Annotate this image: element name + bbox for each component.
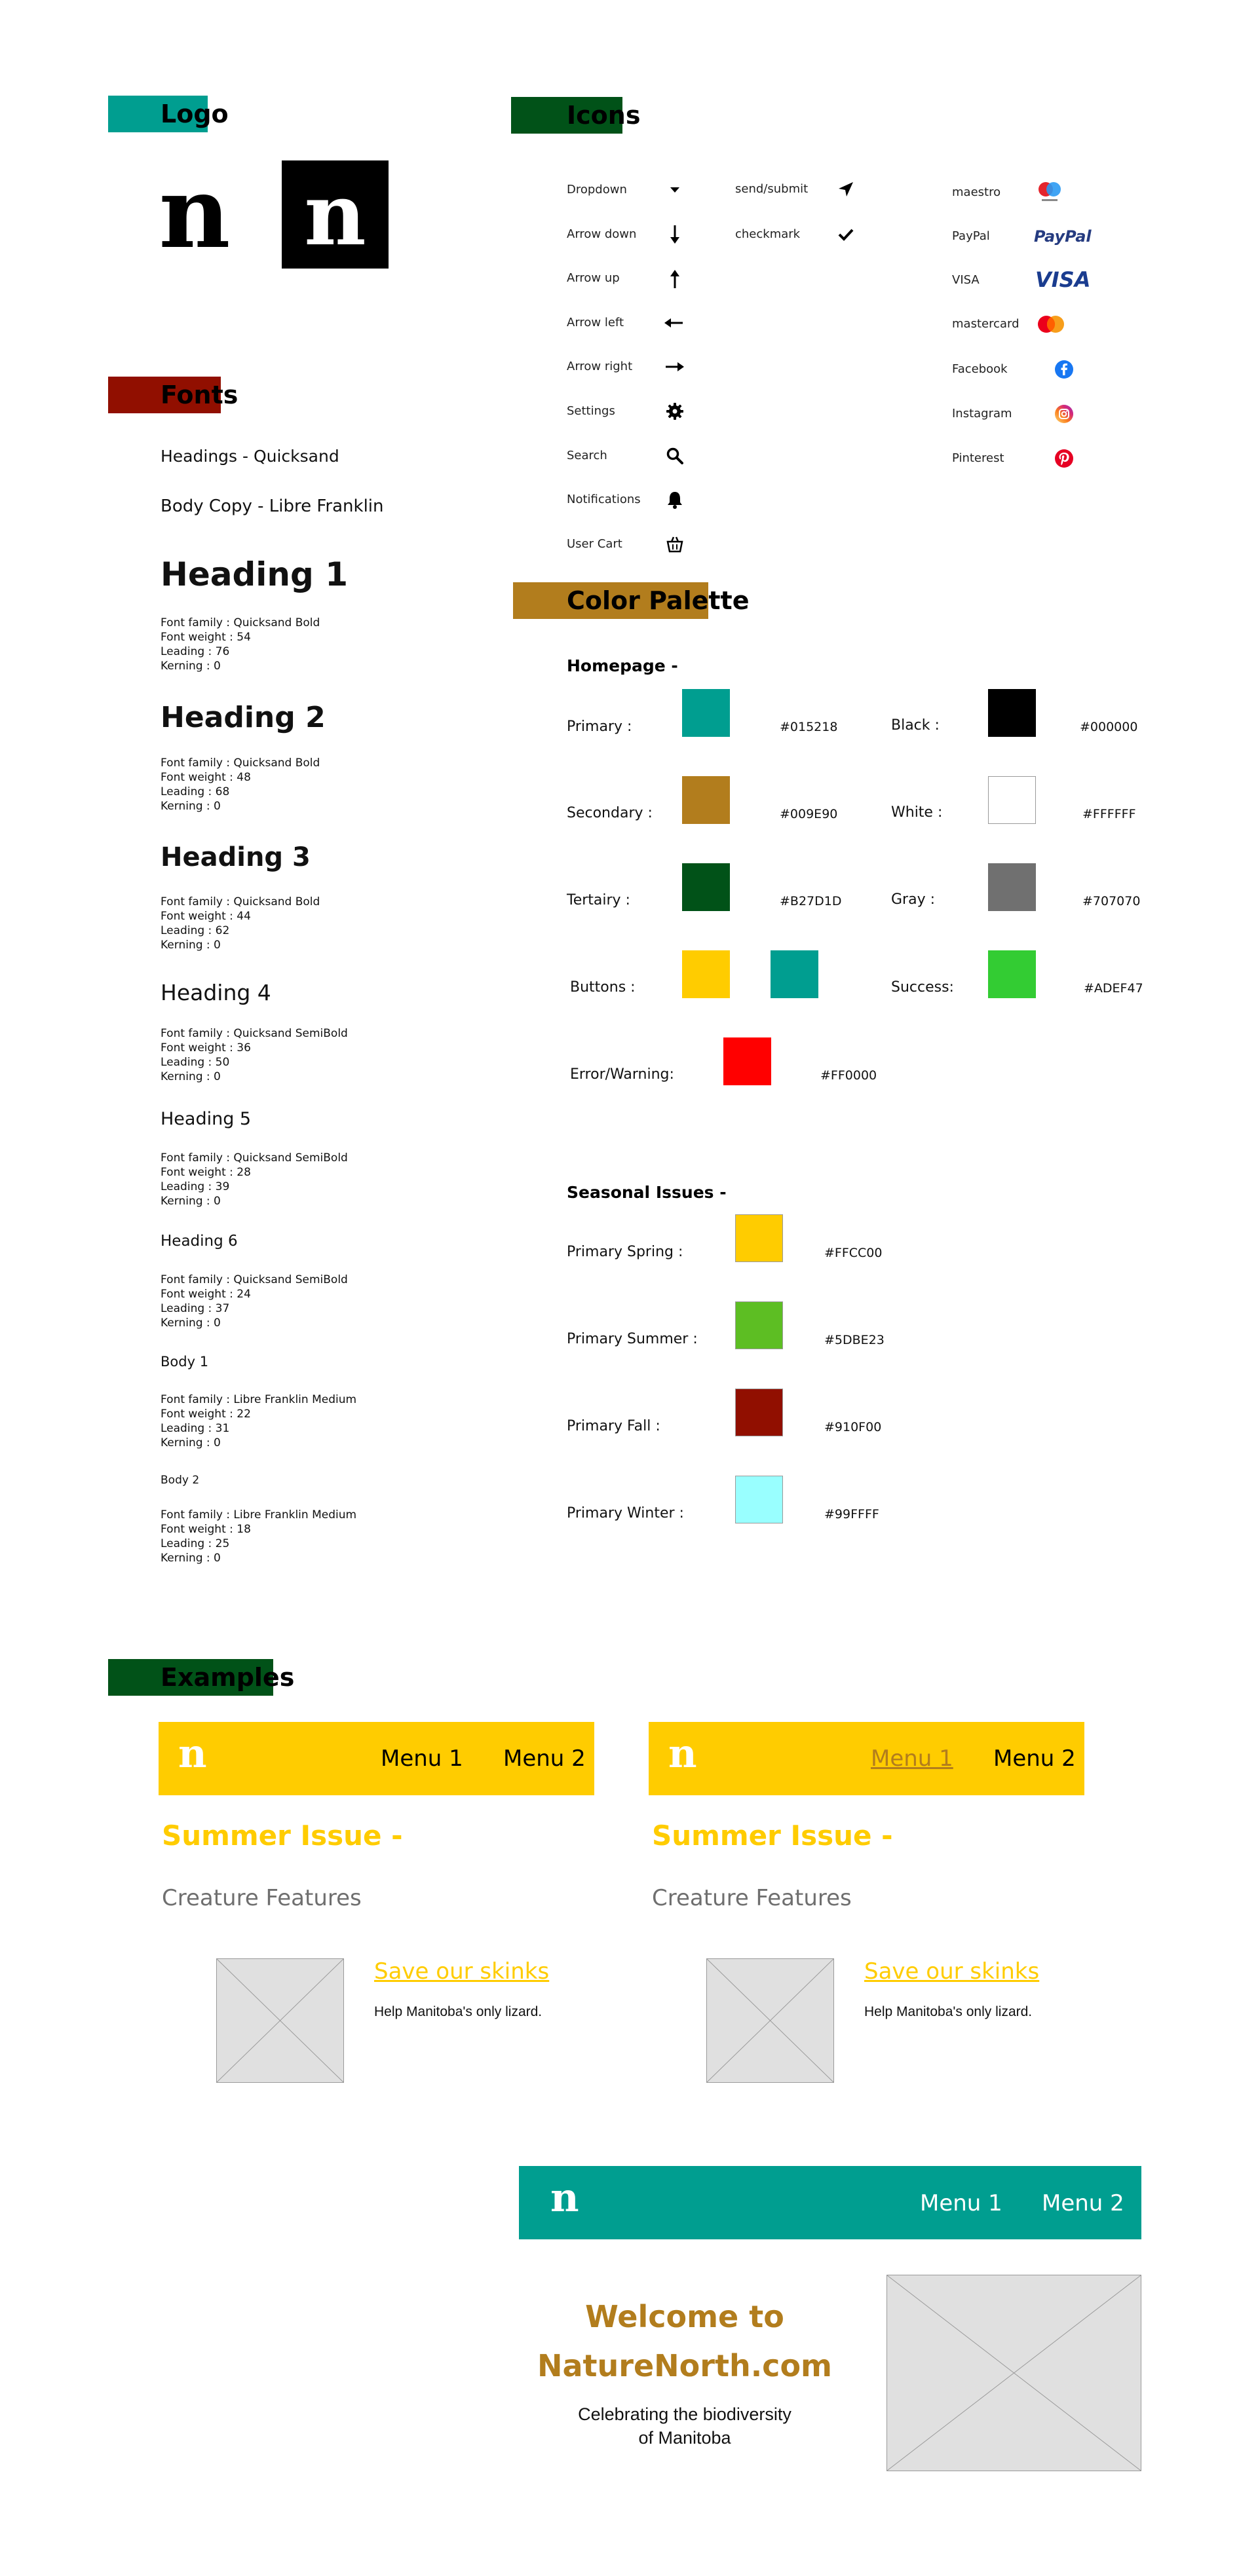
buttons-label: Buttons : bbox=[570, 979, 636, 996]
success-label: Success: bbox=[891, 979, 954, 996]
icon-label-checkmark: checkmark bbox=[735, 227, 801, 241]
facebook-icon[interactable] bbox=[1054, 359, 1075, 380]
error-hex: #FF0000 bbox=[820, 1068, 877, 1083]
arrow-down-icon[interactable] bbox=[664, 224, 685, 245]
example-a-article-link[interactable]: Save our skinks bbox=[374, 1958, 550, 1985]
icon-label-arrow-left: Arrow left bbox=[567, 316, 624, 329]
black-swatch bbox=[988, 689, 1036, 737]
icon-label-maestro: maestro bbox=[952, 185, 1001, 199]
icon-label-notifications: Notifications bbox=[567, 493, 641, 506]
error-swatch bbox=[723, 1037, 771, 1085]
example-b-logo[interactable]: n bbox=[668, 1731, 697, 1777]
example-a-article-image bbox=[216, 1958, 344, 2083]
gray-hex: #707070 bbox=[1082, 894, 1141, 908]
paypal-brand-text: PayPal bbox=[1034, 227, 1092, 246]
icons-section-title: Icons bbox=[567, 101, 641, 130]
icon-label-settings: Settings bbox=[567, 404, 615, 418]
example-c-menu-1[interactable]: Menu 1 bbox=[920, 2190, 1002, 2216]
white-swatch bbox=[988, 776, 1036, 824]
arrow-left-icon[interactable] bbox=[663, 312, 684, 333]
buttons-swatch-teal bbox=[771, 950, 818, 998]
heading-5-spec: Font family : Quicksand SemiBold Font weight : 28 Leading : 39 Kerning : 0 bbox=[161, 1151, 348, 1208]
example-a-issue-title: Summer Issue - bbox=[162, 1820, 403, 1852]
fall-label: Primary Fall : bbox=[567, 1418, 660, 1434]
example-c-menu-2[interactable]: Menu 2 bbox=[1042, 2190, 1124, 2216]
icon-label-dropdown: Dropdown bbox=[567, 183, 627, 196]
black-hex: #000000 bbox=[1080, 720, 1138, 734]
icon-label-facebook: Facebook bbox=[952, 362, 1008, 376]
summer-hex: #5DBE23 bbox=[824, 1333, 885, 1347]
headings-font-label: Headings - Quicksand bbox=[161, 447, 339, 466]
logo-section-title: Logo bbox=[161, 100, 229, 128]
primary-swatch bbox=[682, 689, 730, 737]
winter-swatch bbox=[735, 1476, 783, 1523]
icon-label-send: send/submit bbox=[735, 182, 809, 196]
heading-1-spec: Font family : Quicksand Bold Font weight : 54 Leading : 76 Kerning : 0 bbox=[161, 616, 320, 673]
heading-4-spec: Font family : Quicksand SemiBold Font weight : 36 Leading : 50 Kerning : 0 bbox=[161, 1027, 348, 1083]
gear-icon[interactable] bbox=[664, 401, 685, 422]
tertiary-label: Tertairy : bbox=[567, 892, 630, 908]
welcome-tagline bbox=[534, 2402, 835, 2450]
example-a-issue-subtitle: Creature Features bbox=[162, 1885, 362, 1911]
heading-3-sample: Heading 3 bbox=[161, 842, 311, 872]
bell-icon[interactable] bbox=[664, 489, 685, 510]
heading-4-sample: Heading 4 bbox=[161, 980, 271, 1005]
welcome-heading bbox=[534, 2292, 835, 2391]
tertiary-swatch bbox=[682, 863, 730, 911]
mastercard-icon[interactable] bbox=[1034, 313, 1068, 335]
seasonal-palette-title: Seasonal Issues - bbox=[567, 1183, 727, 1202]
example-c-logo[interactable]: n bbox=[550, 2175, 579, 2221]
example-b-issue-title: Summer Issue - bbox=[652, 1820, 893, 1852]
icon-label-arrow-right: Arrow right bbox=[567, 360, 633, 373]
visa-brand-text: VISA bbox=[1035, 267, 1091, 292]
heading-6-sample: Heading 6 bbox=[161, 1233, 238, 1250]
example-b-article-image bbox=[706, 1958, 834, 2083]
gray-swatch bbox=[988, 863, 1036, 911]
heading-1-sample: Heading 1 bbox=[161, 555, 349, 593]
icon-label-arrow-down: Arrow down bbox=[567, 227, 637, 241]
winter-label: Primary Winter : bbox=[567, 1505, 684, 1521]
icon-label-instagram: Instagram bbox=[952, 407, 1012, 420]
example-b-article-desc: Help Manitoba's only lizard. bbox=[864, 2004, 1033, 2019]
welcome-line-2: NatureNorth.com bbox=[537, 2348, 832, 2383]
checkmark-icon[interactable] bbox=[835, 224, 856, 245]
fonts-section-title: Fonts bbox=[161, 381, 238, 409]
spring-swatch bbox=[735, 1214, 783, 1262]
example-c-hero-image bbox=[886, 2275, 1141, 2471]
pinterest-icon[interactable] bbox=[1054, 448, 1075, 469]
dropdown-icon[interactable] bbox=[664, 179, 685, 200]
example-a-logo[interactable]: n bbox=[178, 1731, 207, 1777]
tagline-line-1: Celebrating the biodiversity bbox=[578, 2404, 791, 2424]
spring-hex: #FFCC00 bbox=[824, 1246, 883, 1260]
palette-section-title: Color Palette bbox=[567, 586, 750, 615]
welcome-line-1: Welcome to bbox=[585, 2299, 784, 2334]
icon-label-search: Search bbox=[567, 449, 607, 462]
heading-2-spec: Font family : Quicksand Bold Font weight : 48 Leading : 68 Kerning : 0 bbox=[161, 756, 320, 813]
heading-3-spec: Font family : Quicksand Bold Font weight : 44 Leading : 62 Kerning : 0 bbox=[161, 895, 320, 952]
cart-icon[interactable] bbox=[664, 534, 685, 555]
search-icon[interactable] bbox=[664, 445, 685, 466]
example-a-menu-1[interactable]: Menu 1 bbox=[381, 1745, 463, 1772]
heading-6-spec: Font family : Quicksand SemiBold Font weight : 24 Leading : 37 Kerning : 0 bbox=[161, 1273, 348, 1330]
body-2-sample: Body 2 bbox=[161, 1474, 200, 1487]
gray-label: Gray : bbox=[891, 891, 935, 908]
primary-label: Primary : bbox=[567, 719, 632, 735]
heading-2-sample: Heading 2 bbox=[161, 701, 326, 734]
icon-label-arrow-up: Arrow up bbox=[567, 271, 620, 285]
body-font-label: Body Copy - Libre Franklin bbox=[161, 496, 384, 516]
icon-label-paypal: PayPal bbox=[952, 229, 990, 243]
white-label: White : bbox=[891, 804, 943, 821]
icon-label-pinterest: Pinterest bbox=[952, 451, 1004, 465]
tertiary-hex: #B27D1D bbox=[780, 894, 842, 908]
logo-mark-light: n bbox=[159, 155, 231, 271]
body-1-spec: Font family : Libre Franklin Medium Font weight : 22 Leading : 31 Kerning : 0 bbox=[161, 1393, 357, 1449]
homepage-palette-title: Homepage - bbox=[567, 656, 678, 675]
success-hex: #ADEF47 bbox=[1084, 981, 1143, 996]
error-label: Error/Warning: bbox=[570, 1066, 674, 1083]
example-a-article-desc: Help Manitoba's only lizard. bbox=[374, 2004, 543, 2019]
send-icon[interactable] bbox=[835, 179, 856, 200]
example-b-issue-subtitle: Creature Features bbox=[652, 1885, 852, 1911]
maestro-icon[interactable] bbox=[1034, 178, 1065, 204]
winter-hex: #99FFFF bbox=[824, 1507, 879, 1521]
example-b-menu-1[interactable]: Menu 1 bbox=[871, 1745, 953, 1772]
black-label: Black : bbox=[891, 717, 940, 734]
icon-label-visa: VISA bbox=[952, 273, 980, 287]
summer-swatch bbox=[735, 1301, 783, 1349]
visa-icon[interactable] bbox=[1035, 267, 1101, 292]
tagline-line-2: of Manitoba bbox=[638, 2428, 731, 2448]
icon-label-user-cart: User Cart bbox=[567, 537, 622, 551]
example-b-menu-2[interactable]: Menu 2 bbox=[993, 1745, 1076, 1772]
summer-label: Primary Summer : bbox=[567, 1331, 698, 1347]
body-2-spec: Font family : Libre Franklin Medium Font weight : 18 Leading : 25 Kerning : 0 bbox=[161, 1508, 357, 1565]
arrow-up-icon[interactable] bbox=[664, 269, 685, 289]
white-hex: #FFFFFF bbox=[1082, 807, 1136, 821]
icon-label-mastercard: mastercard bbox=[952, 317, 1020, 331]
examples-section-title: Examples bbox=[161, 1663, 295, 1692]
arrow-right-icon[interactable] bbox=[664, 356, 685, 377]
secondary-label: Secondary : bbox=[567, 805, 653, 821]
instagram-icon[interactable] bbox=[1054, 403, 1075, 424]
heading-5-sample: Heading 5 bbox=[161, 1109, 252, 1129]
spring-label: Primary Spring : bbox=[567, 1244, 683, 1260]
body-1-sample: Body 1 bbox=[161, 1354, 209, 1370]
secondary-swatch bbox=[682, 776, 730, 824]
fall-swatch bbox=[735, 1389, 783, 1436]
success-swatch bbox=[988, 950, 1036, 998]
example-b-article-link[interactable]: Save our skinks bbox=[864, 1958, 1040, 1985]
primary-hex: #015218 bbox=[780, 720, 838, 734]
secondary-hex: #009E90 bbox=[780, 807, 838, 821]
fall-hex: #910F00 bbox=[824, 1420, 882, 1434]
buttons-swatch-yellow bbox=[682, 950, 730, 998]
example-a-menu-2[interactable]: Menu 2 bbox=[503, 1745, 586, 1772]
paypal-icon[interactable] bbox=[1034, 225, 1113, 248]
logo-mark-dark: n bbox=[282, 160, 389, 269]
